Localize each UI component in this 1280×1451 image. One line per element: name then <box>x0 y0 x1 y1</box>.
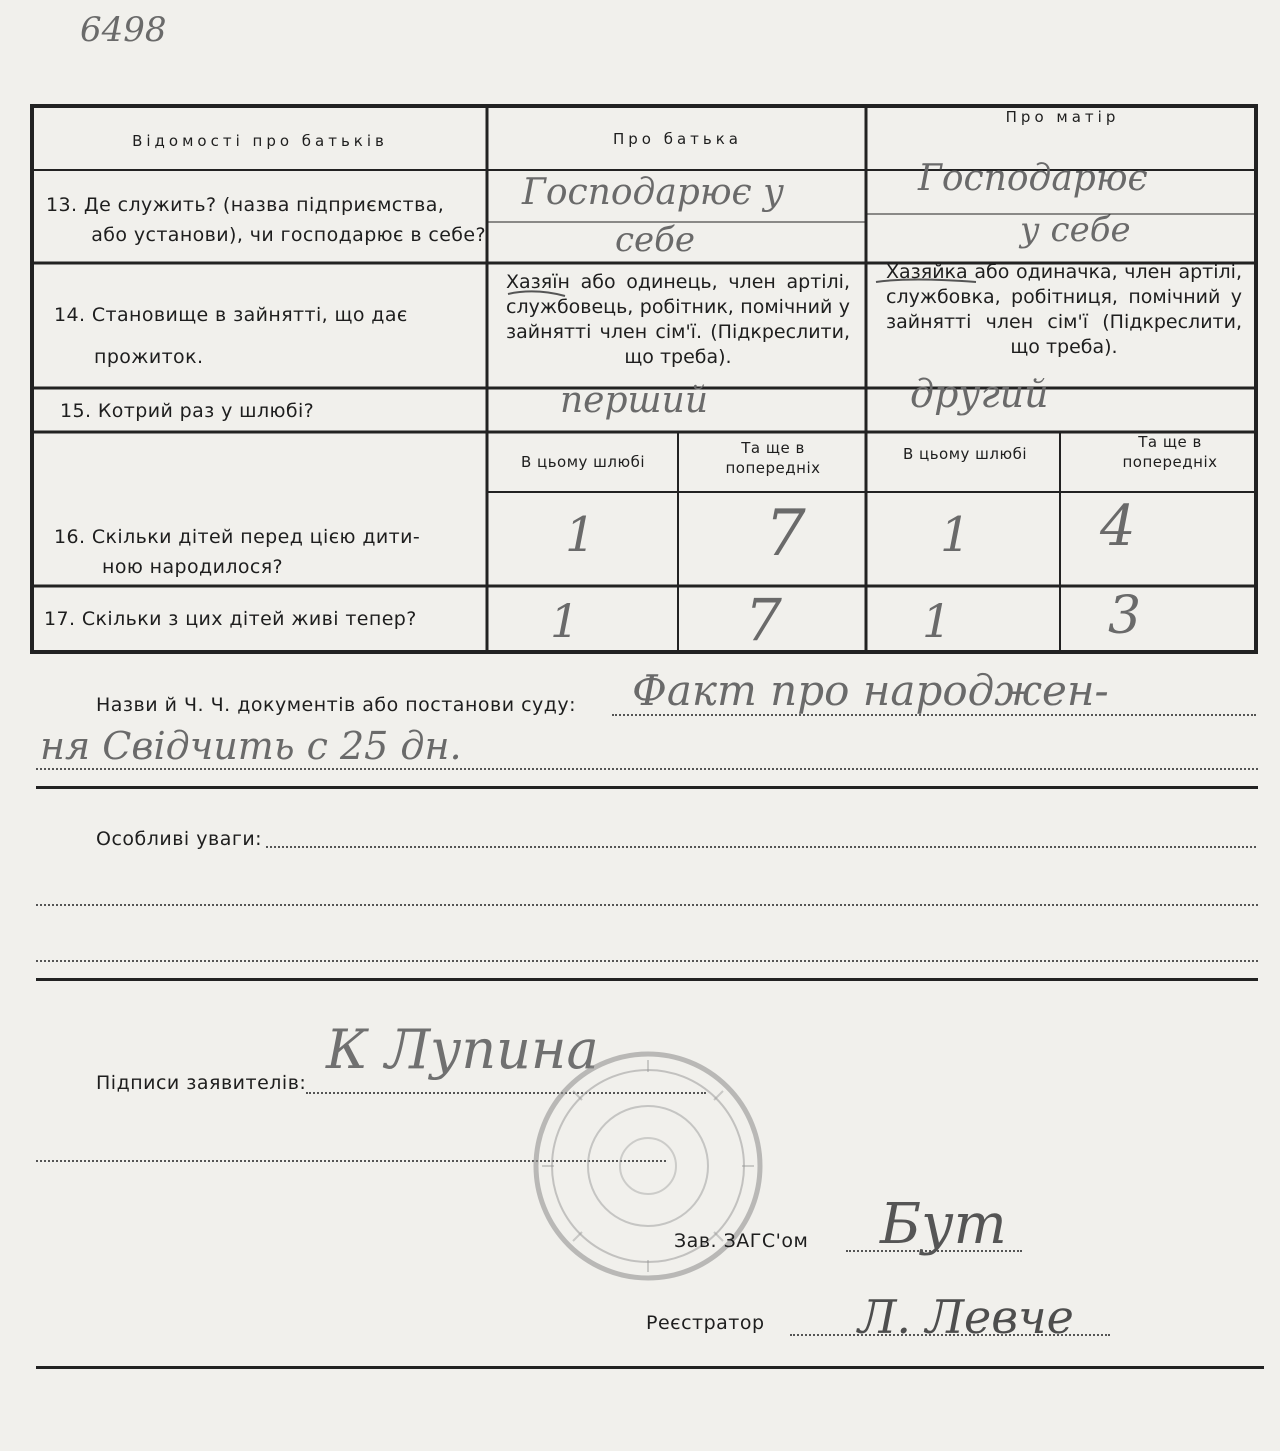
row17-label: 17. Скільки з цих дітей живі тепер? <box>44 608 417 630</box>
head-label: Зав. ЗАГС'ом <box>674 1230 809 1252</box>
notes-line-2 <box>36 904 1258 906</box>
applicants-label: Підписи заявителів: <box>96 1072 307 1094</box>
header-father: Про батька <box>612 130 743 148</box>
row13-father-line1: Господарює у <box>522 172 785 213</box>
head-signature: Бут <box>880 1192 1007 1257</box>
header-mother: Про матір <box>1005 108 1120 126</box>
row13-mother-line1: Господарює <box>918 158 1148 199</box>
row16-sub-father-current: В цьому шлюбі <box>520 453 646 471</box>
row13-father-line2: себе <box>615 220 696 260</box>
row17-mother-previous: 3 <box>1108 586 1142 646</box>
section-rule-2 <box>36 978 1258 981</box>
row15-label: 15. Котрий раз у шлюбі? <box>60 400 315 422</box>
row17-father-current: 1 <box>550 594 580 648</box>
row16-sub-mother-previous: Та ще в попередніх <box>1122 433 1218 471</box>
notes-label: Особливі уваги: <box>96 828 263 850</box>
applicant-signature: К Лупина <box>326 1018 599 1081</box>
header-info: Відомості про батьків <box>132 132 388 150</box>
documents-value-line1: Факт про народжен- <box>632 666 1109 715</box>
row14-mother-options: Хазяйка або одиначка, член артілі, службовка, робітниця, помічний у зайнятті член сім'ї (Підкреслити, що треба). <box>886 261 1242 358</box>
parents-info-table <box>30 102 1258 654</box>
documents-label: Назви й Ч. Ч. документів або постанови суду: <box>96 694 577 716</box>
registrar-signature: Л. Левче <box>858 1290 1074 1344</box>
row16-label: 16. Скільки дітей перед цією дити- ною народилося? <box>54 526 421 578</box>
bottom-rule <box>36 1366 1264 1369</box>
row16-father-current: 1 <box>565 507 596 563</box>
section-rule-1 <box>36 786 1258 789</box>
documents-value-line2: ня Свідчить с 25 дн. <box>40 724 462 768</box>
row16-mother-current: 1 <box>940 507 971 563</box>
row16-mother-previous: 4 <box>1100 494 1136 559</box>
row16-sub-mother-current: В цьому шлюбі <box>902 445 1028 463</box>
row13-label: 13. Де служить? (назва підприємства, або установи), чи господарює в себе? <box>46 194 486 246</box>
row17-mother-current: 1 <box>922 594 952 648</box>
corner-handwritten-mark: 6498 <box>80 10 167 50</box>
row14-father-options: Хазяїн або одинець, член артілі, службовець, робітник, помічний у зайнятті член сім'ї. (Підкреслити, що треба). <box>506 271 850 368</box>
row17-father-previous: 7 <box>745 586 782 654</box>
row15-father-value: перший <box>560 380 709 421</box>
row16-father-previous: 7 <box>765 497 806 571</box>
row14-label: 14. Становище в зайнятті, що дає прожиток. <box>54 304 408 368</box>
row16-sub-father-previous: Та ще в попередніх <box>725 439 821 477</box>
row15-mother-value: другий <box>910 372 1049 416</box>
documents-line-2 <box>36 768 1258 770</box>
row13-mother-line2: у себе <box>1020 210 1131 250</box>
notes-line-1 <box>266 846 1256 848</box>
notes-line-3 <box>36 960 1258 962</box>
registrar-label: Реєстратор <box>646 1312 765 1334</box>
